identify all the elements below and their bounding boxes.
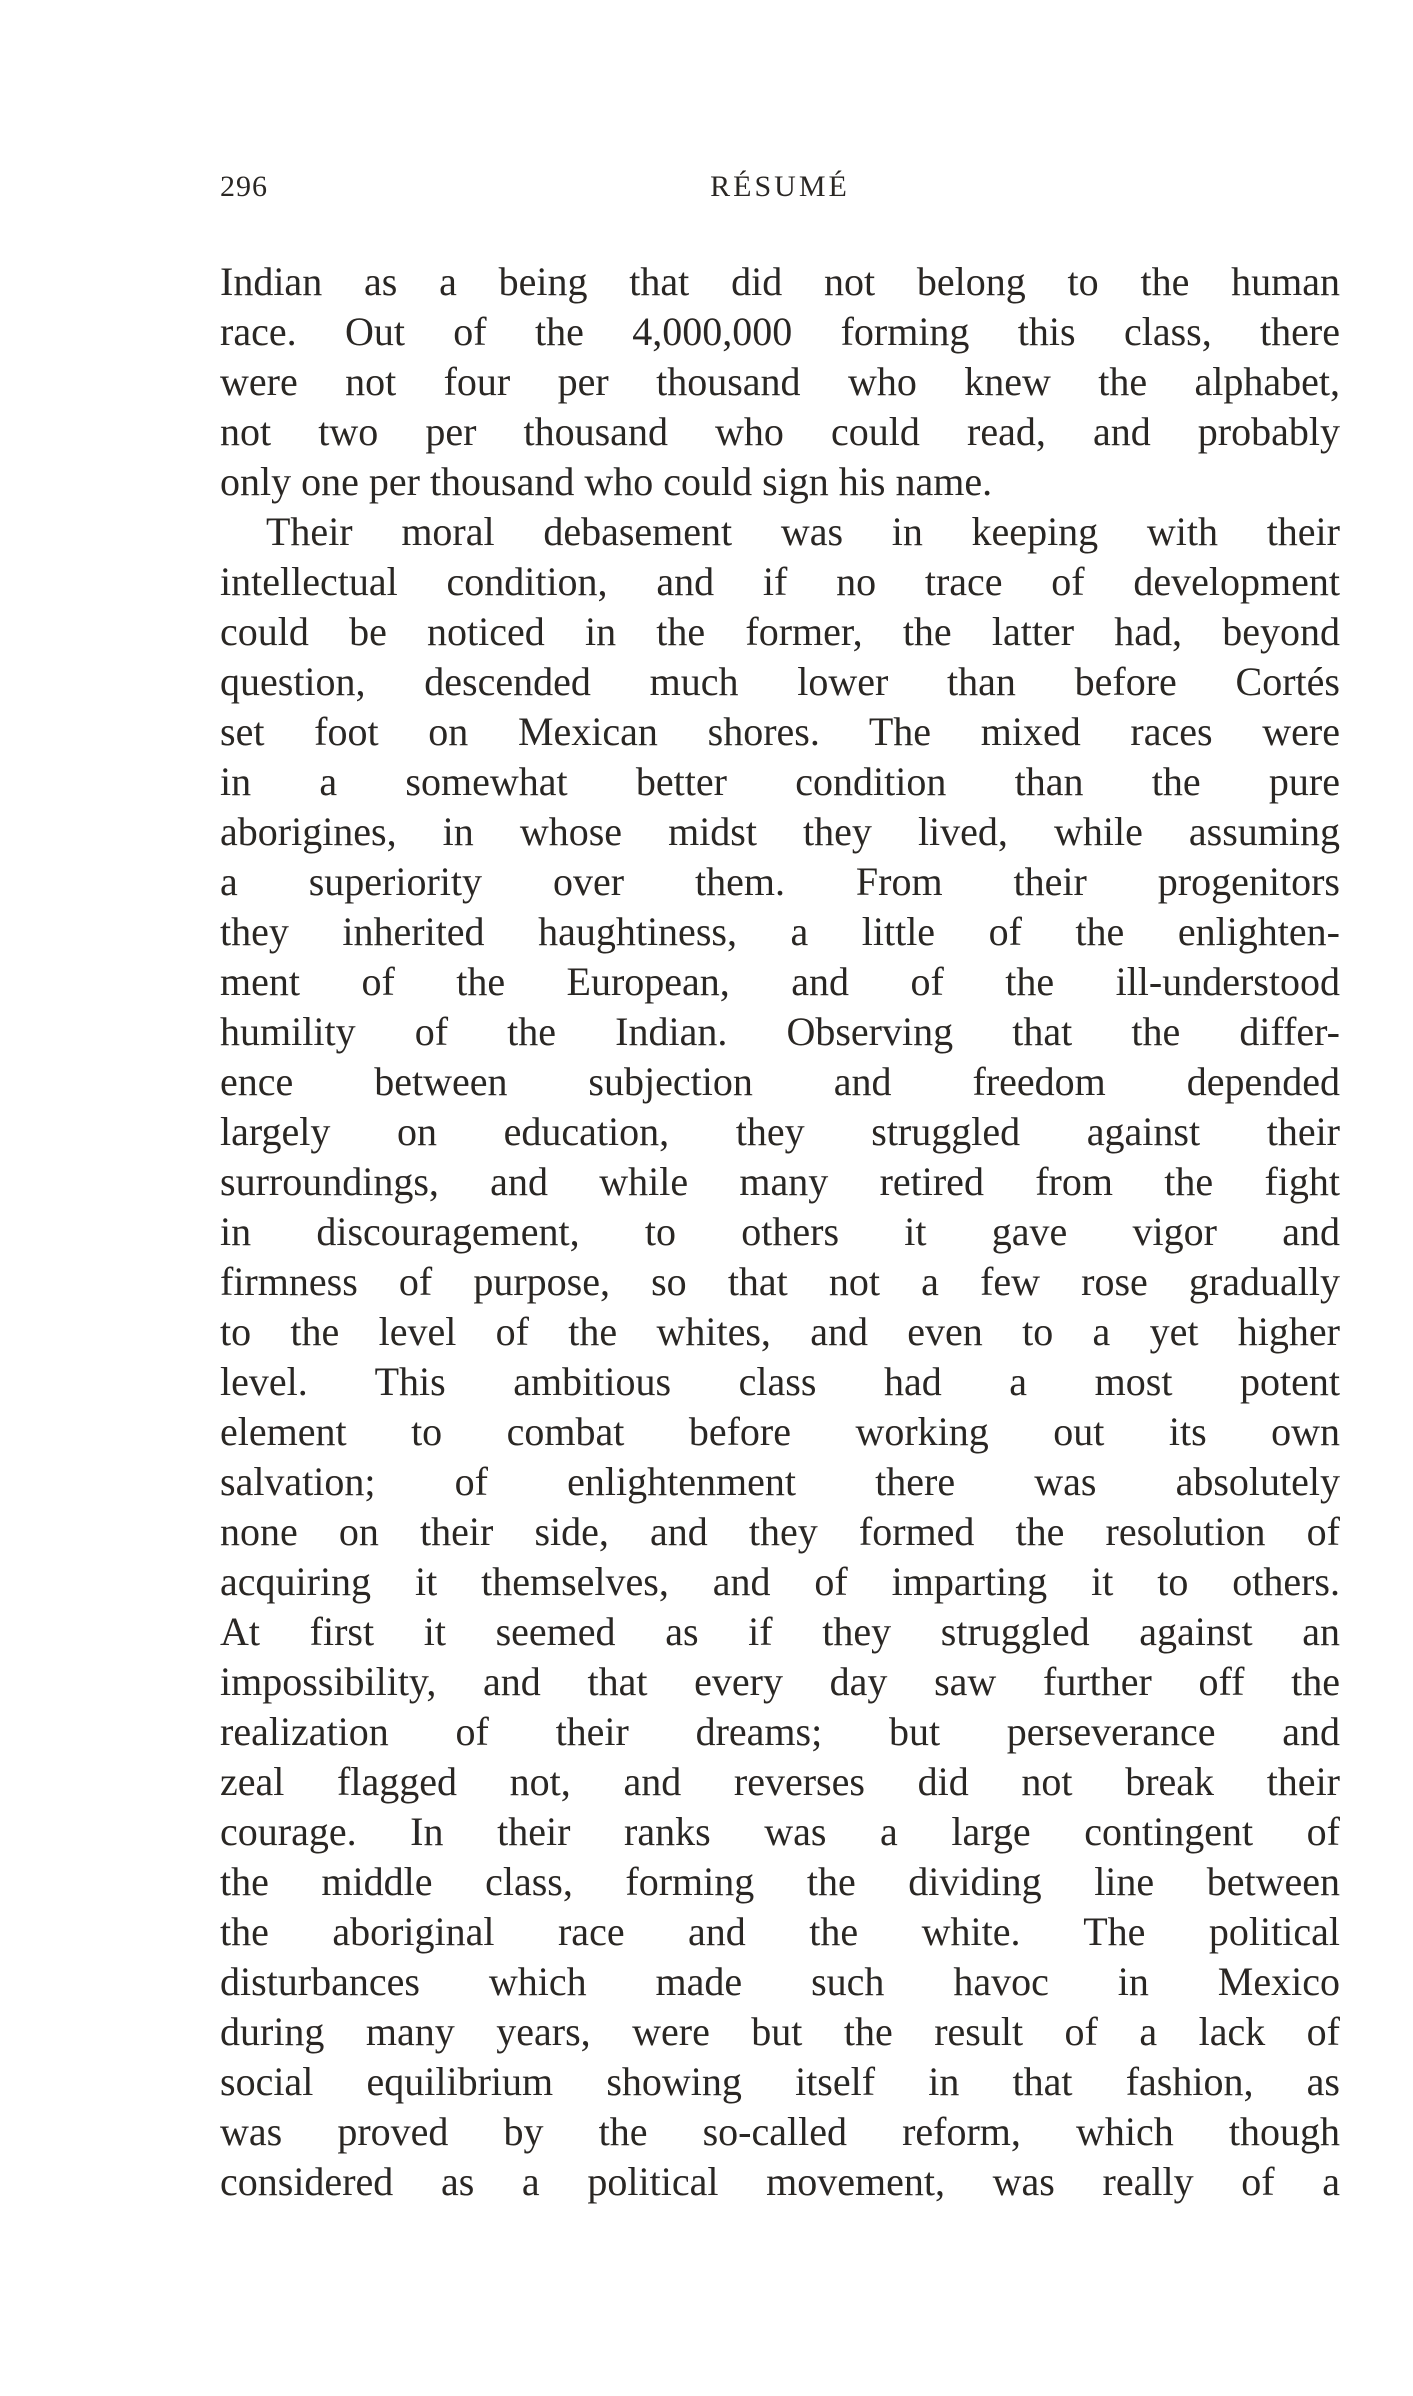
text-line: not two per thousand who could read, and probably xyxy=(220,409,1340,454)
text-line: the middle class, forming the dividing line between xyxy=(220,1859,1340,1904)
page-number: 296 xyxy=(220,170,268,203)
text-line: in discouragement, to others it gave vigor and xyxy=(220,1209,1340,1254)
text-line: courage. In their ranks was a large contingent of xyxy=(220,1809,1340,1854)
text-line: the aboriginal race and the white. The political xyxy=(220,1909,1340,1954)
body-text xyxy=(220,257,1340,2207)
text-line: set foot on Mexican shores. The mixed races were xyxy=(220,709,1340,754)
text-line: question, descended much lower than before Cortés xyxy=(220,659,1340,704)
text-line: to the level of the whites, and even to a yet higher xyxy=(220,1309,1340,1354)
text-line: none on their side, and they formed the resolution of xyxy=(220,1509,1340,1554)
text-line: social equilibrium showing itself in that fashion, as xyxy=(220,2059,1340,2104)
text-line: element to combat before working out its own xyxy=(220,1409,1340,1454)
text-line: they inherited haughtiness, a little of the enlighten- xyxy=(220,909,1340,954)
text-line: At first it seemed as if they struggled against an xyxy=(220,1609,1340,1654)
text-line: ment of the European, and of the ill-understood xyxy=(220,959,1340,1004)
text-line: surroundings, and while many retired from the fight xyxy=(220,1159,1340,1204)
text-line: race. Out of the 4,000,000 forming this class, there xyxy=(220,309,1340,354)
text-line: level. This ambitious class had a most potent xyxy=(220,1359,1340,1404)
text-line: were not four per thousand who knew the alphabet, xyxy=(220,359,1340,404)
text-line: disturbances which made such havoc in Mexico xyxy=(220,1959,1340,2004)
text-line: Indian as a being that did not belong to the human xyxy=(220,259,1340,304)
running-head xyxy=(220,170,1340,210)
text-line: in a somewhat better condition than the pure xyxy=(220,759,1340,804)
text-line: ence between subjection and freedom depended xyxy=(220,1059,1340,1104)
text-line: could be noticed in the former, the latter had, beyond xyxy=(220,609,1340,654)
text-line: humility of the Indian. Observing that the differ- xyxy=(220,1009,1340,1054)
text-line: acquiring it themselves, and of imparting it to others. xyxy=(220,1559,1340,1604)
text-line: salvation; of enlightenment there was absolutely xyxy=(220,1459,1340,1504)
text-line: zeal flagged not, and reverses did not break their xyxy=(220,1759,1340,1804)
text-line: Their moral debasement was in keeping with their xyxy=(266,509,1340,554)
text-line: during many years, were but the result of a lack of xyxy=(220,2009,1340,2054)
text-line: largely on education, they struggled against their xyxy=(220,1109,1340,1154)
text-line: firmness of purpose, so that not a few rose gradually xyxy=(220,1259,1340,1304)
text-line: aborigines, in whose midst they lived, while assuming xyxy=(220,809,1340,854)
text-line: intellectual condition, and if no trace of development xyxy=(220,559,1340,604)
text-line: realization of their dreams; but perseverance and xyxy=(220,1709,1340,1754)
text-line: considered as a political movement, was really of a xyxy=(220,2159,1340,2204)
text-line: was proved by the so-called reform, which though xyxy=(220,2109,1340,2154)
running-title: RÉSUMÉ xyxy=(710,170,850,203)
text-line: impossibility, and that every day saw further off the xyxy=(220,1659,1340,1704)
text-line: only one per thousand who could sign his name. xyxy=(220,459,993,504)
text-line: a superiority over them. From their progenitors xyxy=(220,859,1340,904)
